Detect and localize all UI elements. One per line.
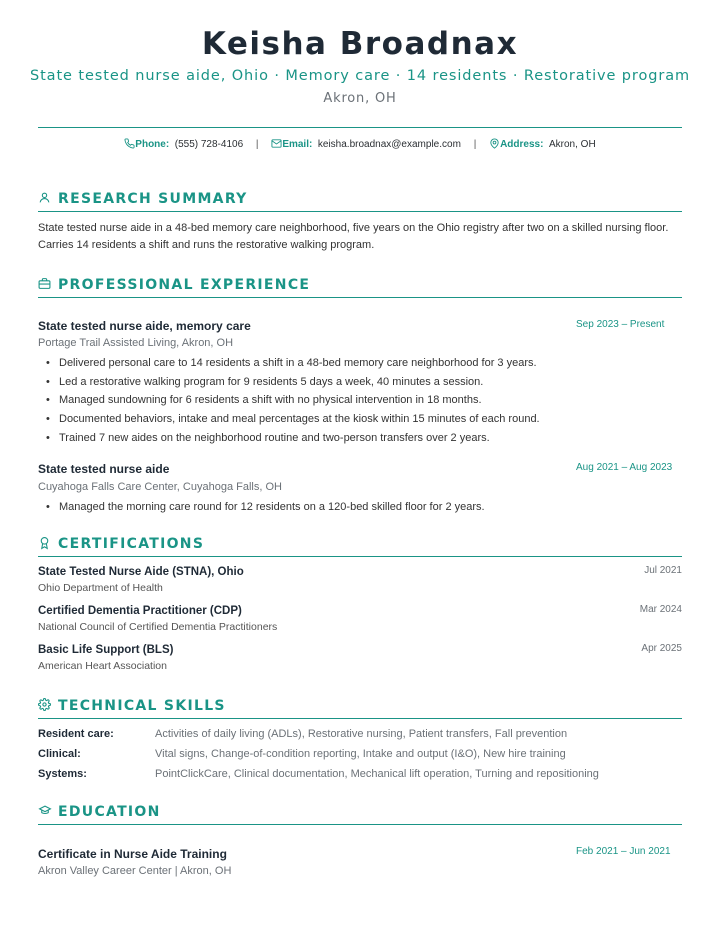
job-2-bullets <box>46 499 485 518</box>
phone-icon <box>124 138 135 149</box>
job-2-org: Cuyahoga Falls Care Center, Cuyahoga Falls, OH <box>38 481 282 493</box>
cert-1-org: Ohio Department of Health <box>38 582 163 594</box>
education-school: Akron Valley Career Center | Akron, OH <box>38 865 232 877</box>
summary-title: RESEARCH SUMMARY <box>58 191 248 207</box>
cert-1-date: Jul 2021 <box>644 565 682 576</box>
gear-icon <box>38 698 51 711</box>
list-item: • Trained 7 new aides on the neighborhood routine and two-person transfers over 2 years. <box>46 430 540 449</box>
job-1-org: Portage Trail Assisted Living, Akron, OH <box>38 337 234 349</box>
cert-2-date: Mar 2024 <box>639 604 682 615</box>
job-1-date: Sep 2023 – Present <box>576 319 665 330</box>
header-location: Akron, OH <box>323 91 397 106</box>
headline: State tested nurse aide, Ohio · Memory care · 14 residents · Restorative program <box>29 68 691 84</box>
education-section-header <box>38 804 682 825</box>
education-title: EDUCATION <box>58 804 161 820</box>
skills-title: TECHNICAL SKILLS <box>58 698 226 714</box>
summary-text <box>38 220 688 254</box>
job-2-title: State tested nurse aide <box>38 462 170 476</box>
email-label: Email: <box>282 139 313 150</box>
skill-2-value: Vital signs, Change-of-condition reporting, Intake and output (I&O), New hire training <box>155 748 566 760</box>
cert-3-name: Basic Life Support (BLS) <box>38 644 174 656</box>
job-1-bullets <box>46 355 540 448</box>
certifications-title: CERTIFICATIONS <box>58 536 205 552</box>
envelope-icon <box>271 138 282 149</box>
cert-2-name: Certified Dementia Practitioner (CDP) <box>38 605 242 617</box>
job-2-date: Aug 2021 – Aug 2023 <box>576 462 673 473</box>
certifications-section-header <box>38 536 682 557</box>
experience-section-header <box>38 277 682 298</box>
list-item: • Delivered personal care to 14 residents a shift in a 48-bed memory care neighborhood for 3 years. <box>46 355 540 374</box>
summary-section-header <box>38 191 682 212</box>
phone-label: Phone: <box>135 139 170 150</box>
address-label: Address: <box>500 139 544 150</box>
cert-1-name: State Tested Nurse Aide (STNA), Ohio <box>38 566 244 578</box>
experience-title: PROFESSIONAL EXPERIENCE <box>58 277 311 293</box>
list-item: • Managed sundowning for 6 residents a shift with no physical intervention in 18 months. <box>46 392 540 411</box>
contact-separator: | <box>255 139 259 150</box>
skills-section-header <box>38 698 682 719</box>
map-pin-icon <box>489 138 500 149</box>
candidate-name: Keisha Broadnax <box>201 26 519 62</box>
summary-line-1: State tested nurse aide in a 48-bed memory care neighborhood, five years on the Ohio registry after two on a skilled nursing floor. <box>38 222 669 234</box>
phone-value[interactable]: (555) 728-4106 <box>174 139 244 150</box>
skill-2-label: Clinical: <box>38 748 81 760</box>
list-item: • Documented behaviors, intake and meal percentages at the kiosk within 15 minutes of each round. <box>46 411 540 430</box>
summary-line-2: Carries 14 residents a shift and runs the restorative walking program. <box>38 239 375 251</box>
skill-1-label: Resident care: <box>38 728 114 740</box>
email-value[interactable]: keisha.broadnax@example.com <box>317 139 461 150</box>
skill-3-label: Systems: <box>38 768 87 780</box>
job-1-title: State tested nurse aide, memory care <box>38 319 251 333</box>
briefcase-icon <box>38 277 51 290</box>
person-icon <box>38 191 51 204</box>
skill-1-value: Activities of daily living (ADLs), Restorative nursing, Patient transfers, Fall prevention <box>155 728 568 740</box>
cert-3-org: American Heart Association <box>38 660 167 672</box>
award-ribbon-icon <box>38 536 51 550</box>
skill-3-value: PointClickCare, Clinical documentation, Mechanical lift operation, Turning and repositioning <box>155 768 599 780</box>
contact-separator: | <box>473 139 477 150</box>
list-item: • Led a restorative walking program for 9 residents 5 days a week, 40 minutes a session. <box>46 374 540 393</box>
address-value: Akron, OH <box>549 139 596 150</box>
cert-3-date: Apr 2025 <box>641 643 682 654</box>
graduation-cap-icon <box>38 804 52 817</box>
contact-bar <box>0 138 720 150</box>
header-divider <box>38 127 682 128</box>
list-item: • Managed the morning care round for 12 residents on a 120-bed skilled floor for 2 years. <box>46 499 485 518</box>
cert-2-org: National Council of Certified Dementia Practitioners <box>38 621 278 633</box>
education-degree: Certificate in Nurse Aide Training <box>38 847 227 861</box>
education-date: Feb 2021 – Jun 2021 <box>576 846 671 857</box>
